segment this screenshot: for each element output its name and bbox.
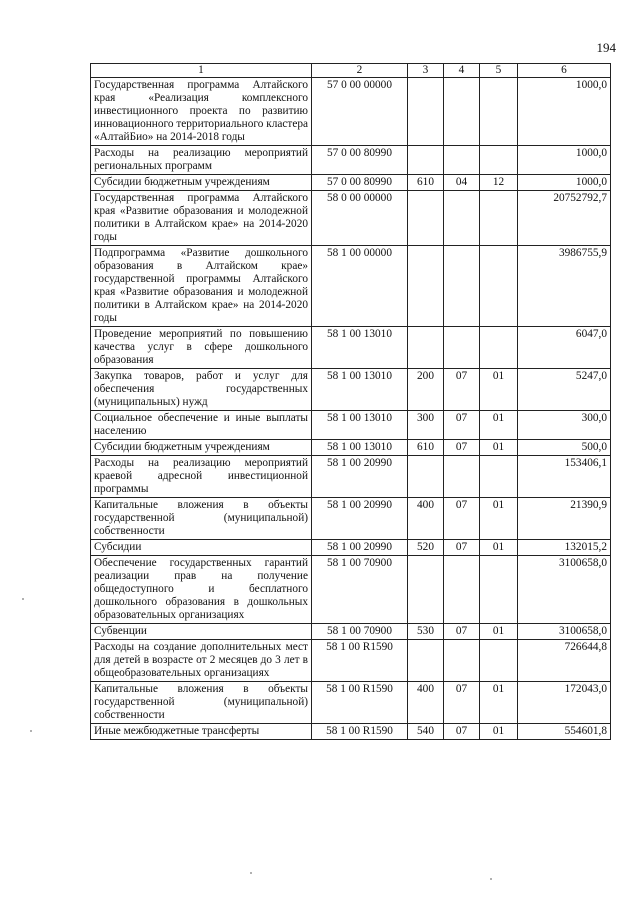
cell-amount: 172043,0 bbox=[518, 682, 611, 724]
table-row bbox=[91, 78, 611, 146]
header-col-4: 4 bbox=[444, 64, 480, 78]
table-row bbox=[91, 456, 611, 498]
cell-amount: 1000,0 bbox=[518, 175, 611, 191]
cell-code: 58 1 00 20990 bbox=[312, 540, 408, 556]
cell-amount: 5247,0 bbox=[518, 369, 611, 411]
cell-amount: 500,0 bbox=[518, 440, 611, 456]
cell-c5: 01 bbox=[480, 440, 518, 456]
cell-amount: 300,0 bbox=[518, 411, 611, 440]
cell-c5: 01 bbox=[480, 411, 518, 440]
cell-c5 bbox=[480, 327, 518, 369]
cell-code: 58 1 00 R1590 bbox=[312, 640, 408, 682]
cell-c3 bbox=[408, 327, 444, 369]
cell-amount: 20752792,7 bbox=[518, 191, 611, 246]
cell-amount: 3100658,0 bbox=[518, 624, 611, 640]
cell-code: 58 1 00 R1590 bbox=[312, 682, 408, 724]
cell-code: 58 1 00 00000 bbox=[312, 246, 408, 327]
cell-code: 57 0 00 80990 bbox=[312, 175, 408, 191]
table-row bbox=[91, 327, 611, 369]
cell-name: Расходы на реализацию мероприятий региональных программ bbox=[91, 146, 312, 175]
cell-c4 bbox=[444, 191, 480, 246]
cell-c4: 04 bbox=[444, 175, 480, 191]
header-row bbox=[91, 64, 611, 78]
cell-c3: 540 bbox=[408, 724, 444, 740]
cell-name: Государственная программа Алтайского края «Развитие образования и молодежной политики в Алтайском крае» на 2014-2020 годы bbox=[91, 191, 312, 246]
table-body bbox=[91, 78, 611, 740]
cell-name: Иные межбюджетные трансферты bbox=[91, 724, 312, 740]
table-row bbox=[91, 246, 611, 327]
cell-c4 bbox=[444, 556, 480, 624]
cell-c3: 200 bbox=[408, 369, 444, 411]
cell-name: Субсидии бюджетным учреждениям bbox=[91, 175, 312, 191]
cell-name: Субсидии bbox=[91, 540, 312, 556]
cell-c4 bbox=[444, 78, 480, 146]
header-col-2: 2 bbox=[312, 64, 408, 78]
cell-amount: 153406,1 bbox=[518, 456, 611, 498]
header-col-3: 3 bbox=[408, 64, 444, 78]
cell-amount: 726644,8 bbox=[518, 640, 611, 682]
cell-code: 58 0 00 00000 bbox=[312, 191, 408, 246]
cell-c3: 400 bbox=[408, 682, 444, 724]
cell-c5 bbox=[480, 640, 518, 682]
cell-c3 bbox=[408, 640, 444, 682]
table-row bbox=[91, 369, 611, 411]
cell-c3: 300 bbox=[408, 411, 444, 440]
table-row bbox=[91, 556, 611, 624]
cell-c4: 07 bbox=[444, 411, 480, 440]
cell-c5: 01 bbox=[480, 540, 518, 556]
cell-amount: 6047,0 bbox=[518, 327, 611, 369]
cell-c4: 07 bbox=[444, 682, 480, 724]
cell-c5: 12 bbox=[480, 175, 518, 191]
cell-c5: 01 bbox=[480, 624, 518, 640]
table-row bbox=[91, 682, 611, 724]
cell-code: 58 1 00 13010 bbox=[312, 411, 408, 440]
cell-amount: 554601,8 bbox=[518, 724, 611, 740]
cell-c4 bbox=[444, 640, 480, 682]
cell-c4: 07 bbox=[444, 440, 480, 456]
cell-name: Социальное обеспечение и иные выплаты населению bbox=[91, 411, 312, 440]
cell-amount: 1000,0 bbox=[518, 78, 611, 146]
cell-code: 57 0 00 80990 bbox=[312, 146, 408, 175]
cell-c3: 400 bbox=[408, 498, 444, 540]
cell-c4 bbox=[444, 456, 480, 498]
cell-name: Субвенции bbox=[91, 624, 312, 640]
table-row bbox=[91, 540, 611, 556]
cell-c4: 07 bbox=[444, 724, 480, 740]
cell-c3 bbox=[408, 146, 444, 175]
table-row bbox=[91, 640, 611, 682]
scan-speck bbox=[22, 598, 24, 600]
header-col-6: 6 bbox=[518, 64, 611, 78]
header-col-1: 1 bbox=[91, 64, 312, 78]
cell-c4: 07 bbox=[444, 369, 480, 411]
cell-amount: 3986755,9 bbox=[518, 246, 611, 327]
table-row bbox=[91, 724, 611, 740]
cell-code: 57 0 00 00000 bbox=[312, 78, 408, 146]
cell-c3: 530 bbox=[408, 624, 444, 640]
table-row bbox=[91, 191, 611, 246]
cell-c4 bbox=[444, 327, 480, 369]
cell-code: 58 1 00 13010 bbox=[312, 440, 408, 456]
cell-c3 bbox=[408, 246, 444, 327]
cell-code: 58 1 00 13010 bbox=[312, 369, 408, 411]
cell-c4: 07 bbox=[444, 540, 480, 556]
cell-c5 bbox=[480, 556, 518, 624]
cell-name: Проведение мероприятий по повышению качества услуг в сфере дошкольного образования bbox=[91, 327, 312, 369]
scan-speck bbox=[30, 730, 32, 732]
cell-c3 bbox=[408, 456, 444, 498]
cell-name: Расходы на создание дополнительных мест для детей в возрасте от 2 месяцев до 3 лет в общеобразовательных организациях bbox=[91, 640, 312, 682]
cell-c5: 01 bbox=[480, 498, 518, 540]
cell-name: Государственная программа Алтайского края «Реализация комплексного инвестиционного проекта по развитию инновационного территориального кластера «АлтайБио» на 2014-2018 годы bbox=[91, 78, 312, 146]
cell-c5: 01 bbox=[480, 724, 518, 740]
cell-code: 58 1 00 R1590 bbox=[312, 724, 408, 740]
cell-c3 bbox=[408, 78, 444, 146]
cell-c3: 610 bbox=[408, 175, 444, 191]
cell-c4: 07 bbox=[444, 498, 480, 540]
cell-amount: 1000,0 bbox=[518, 146, 611, 175]
cell-code: 58 1 00 70900 bbox=[312, 624, 408, 640]
cell-name: Капитальные вложения в объекты государственной (муниципальной) собственности bbox=[91, 498, 312, 540]
cell-code: 58 1 00 70900 bbox=[312, 556, 408, 624]
cell-c5 bbox=[480, 246, 518, 327]
cell-name: Капитальные вложения в объекты государственной (муниципальной) собственности bbox=[91, 682, 312, 724]
table-row bbox=[91, 624, 611, 640]
cell-amount: 3100658,0 bbox=[518, 556, 611, 624]
table-row bbox=[91, 440, 611, 456]
cell-c5: 01 bbox=[480, 682, 518, 724]
cell-c4 bbox=[444, 246, 480, 327]
cell-code: 58 1 00 20990 bbox=[312, 498, 408, 540]
cell-name: Подпрограмма «Развитие дошкольного образования в Алтайском крае» государственной программы Алтайского края «Развитие образования и молодежной политики в Алтайском крае» на 2014-2020 годы bbox=[91, 246, 312, 327]
cell-c5 bbox=[480, 456, 518, 498]
cell-c4: 07 bbox=[444, 624, 480, 640]
table-row bbox=[91, 175, 611, 191]
page-number: 194 bbox=[596, 40, 616, 55]
cell-c5 bbox=[480, 191, 518, 246]
table-row bbox=[91, 146, 611, 175]
cell-c3: 610 bbox=[408, 440, 444, 456]
cell-name: Закупка товаров, работ и услуг для обеспечения государственных (муниципальных) нужд bbox=[91, 369, 312, 411]
cell-name: Обеспечение государственных гарантий реализации прав на получение общедоступного и бесплатного дошкольного образования в дошкольных образовательных организациях bbox=[91, 556, 312, 624]
header-col-5: 5 bbox=[480, 64, 518, 78]
cell-name: Расходы на реализацию мероприятий краевой адресной инвестиционной программы bbox=[91, 456, 312, 498]
scan-speck bbox=[250, 872, 252, 874]
cell-code: 58 1 00 13010 bbox=[312, 327, 408, 369]
cell-c4 bbox=[444, 146, 480, 175]
cell-c3 bbox=[408, 191, 444, 246]
cell-name: Субсидии бюджетным учреждениям bbox=[91, 440, 312, 456]
cell-c5: 01 bbox=[480, 369, 518, 411]
cell-c3: 520 bbox=[408, 540, 444, 556]
budget-table bbox=[90, 63, 611, 740]
table-row bbox=[91, 411, 611, 440]
scan-speck bbox=[490, 878, 492, 880]
cell-amount: 21390,9 bbox=[518, 498, 611, 540]
cell-code: 58 1 00 20990 bbox=[312, 456, 408, 498]
cell-c5 bbox=[480, 146, 518, 175]
table-row bbox=[91, 498, 611, 540]
cell-amount: 132015,2 bbox=[518, 540, 611, 556]
cell-c5 bbox=[480, 78, 518, 146]
cell-c3 bbox=[408, 556, 444, 624]
